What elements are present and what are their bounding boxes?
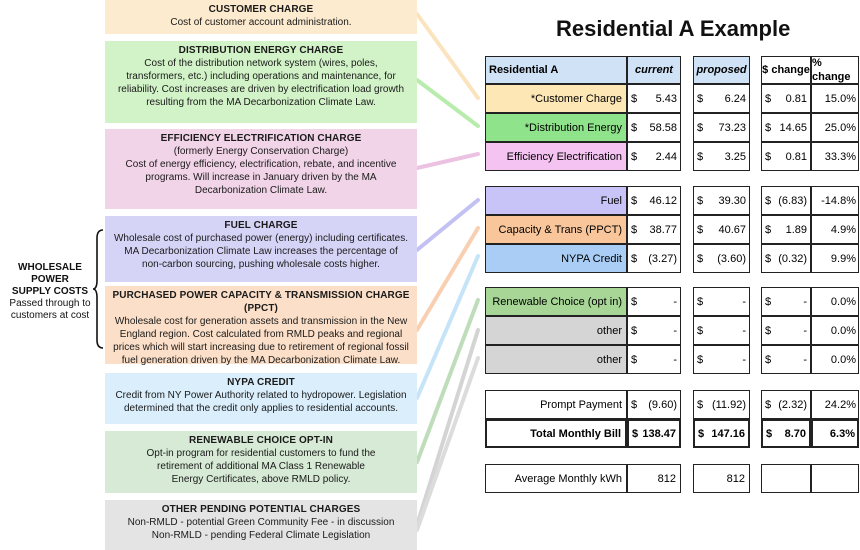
charge-box-title: NYPA CREDIT (227, 377, 295, 388)
row-pchange-cell (811, 186, 859, 215)
row-pchange-cell (811, 287, 859, 316)
row-label: other (596, 324, 622, 337)
kwh-proposed-value: 812 (726, 472, 745, 485)
row-pchange-value: 24.2% (824, 398, 856, 411)
currency-symbol: $ (697, 252, 704, 265)
wholesale-title-line-1: WHOLESALE POWER (18, 262, 82, 285)
currency-symbol: $ (765, 324, 772, 337)
row-proposed-cell (693, 113, 750, 142)
currency-symbol: $ (765, 398, 772, 411)
currency-symbol: $ (765, 150, 772, 163)
row-pchange-cell (811, 142, 859, 171)
row-dchange-value: 8.70 (784, 427, 806, 440)
table-title: Residential A Example (556, 16, 791, 41)
charge-box-line: Non-RMLD - pending Federal Climate Legislation (151, 530, 371, 541)
row-dchange-value: (2.32) (778, 398, 807, 411)
row-dchange-value: (0.32) (778, 252, 807, 265)
charge-box-line: Wholesale cost for generation assets and transmission in the New (114, 316, 408, 327)
row-current-cell (627, 419, 681, 448)
charge-box-customer (105, 0, 417, 34)
wholesale-sub-line-2: customers at cost (10, 310, 90, 321)
kwh-current-value: 812 (657, 472, 676, 485)
row-dchange-cell (761, 113, 811, 142)
row-label: NYPA Credit (561, 252, 622, 265)
currency-symbol: $ (631, 398, 638, 411)
currency-symbol: $ (631, 353, 638, 366)
row-pchange-value: 4.9% (830, 223, 856, 236)
currency-symbol: $ (697, 223, 704, 236)
row-pchange-value: 25.0% (824, 121, 856, 134)
row-pchange-value: 9.9% (830, 252, 856, 265)
charge-box-line: determined that the credit only applies to residential accounts. (123, 403, 399, 414)
row-proposed-value: 147.16 (711, 427, 745, 440)
row-current-cell (627, 244, 681, 273)
row-label: Total Monthly Bill (530, 427, 621, 440)
row-dchange-value: - (803, 353, 807, 366)
charge-box-title: EFFICIENCY ELECTRIFICATION CHARGE (160, 133, 362, 144)
row-dchange-value: - (803, 295, 807, 308)
currency-symbol: $ (697, 324, 704, 337)
row-proposed-value: 3.25 (724, 150, 746, 163)
row-dchange-value: 1.89 (785, 223, 807, 236)
row-proposed-value: 6.24 (724, 92, 746, 105)
charge-box-line: reliability. Cost increases are driven by electrification load growth (117, 84, 405, 95)
currency-symbol: $ (765, 92, 772, 105)
row-dchange-value: - (803, 324, 807, 337)
row-proposed-value: (11.92) (711, 398, 746, 411)
currency-symbol: $ (697, 295, 704, 308)
row-dchange-cell (761, 215, 811, 244)
header-percent-change: % change (812, 57, 851, 83)
header-dollar-change: $ change (762, 64, 810, 76)
currency-symbol: $ (697, 398, 704, 411)
row-pchange-cell (811, 84, 859, 113)
wholesale-power-label (0, 262, 100, 322)
row-proposed-value: - (742, 324, 746, 337)
row-dchange-cell (761, 345, 811, 374)
currency-symbol: $ (631, 92, 638, 105)
row-label-cell (485, 345, 627, 374)
row-label-cell (485, 316, 627, 345)
charge-box-line: Energy Certificates, above RMLD policy. (171, 474, 351, 485)
row-pchange-cell (811, 244, 859, 273)
charge-box-title: DISTRIBUTION ENERGY CHARGE (178, 45, 344, 56)
connector-line (417, 154, 478, 168)
charge-box-line: resulting from the MA Decarbonization Climate Law. (146, 97, 376, 108)
currency-symbol: $ (765, 252, 772, 265)
row-dchange-value: 0.81 (785, 92, 807, 105)
row-current-cell (627, 142, 681, 171)
row-pchange-value: 0.0% (830, 353, 856, 366)
header-pchange-cell (811, 56, 859, 84)
charge-box-line: Cost of the distribution network system (wires, poles, (144, 58, 378, 69)
row-current-cell (627, 215, 681, 244)
row-proposed-cell (693, 419, 750, 448)
row-label: Capacity & Trans (PPCT) (498, 223, 622, 236)
row-dchange-cell (761, 419, 811, 448)
row-proposed-value: 40.67 (718, 223, 746, 236)
charge-box-fuel (105, 216, 417, 282)
row-label: Fuel (600, 194, 622, 207)
wholesale-sub-line-1: Passed through to (9, 298, 91, 309)
row-pchange-value: 0.0% (830, 295, 856, 308)
header-label-cell (485, 56, 627, 84)
row-current-value: - (673, 353, 677, 366)
charge-box-title: OTHER PENDING POTENTIAL CHARGES (161, 504, 361, 515)
row-label: *Distribution Energy (524, 121, 622, 134)
row-label-cell (485, 244, 627, 273)
row-label-cell (485, 419, 627, 448)
row-current-value: 5.43 (655, 92, 677, 105)
row-current-value: (3.27) (648, 252, 677, 265)
charge-box-ren (105, 431, 417, 493)
row-pchange-value: -14.8% (821, 194, 856, 207)
charge-box-line: retirement of additional MA Class 1 Renewable (157, 461, 365, 472)
currency-symbol: $ (631, 324, 638, 337)
currency-symbol: $ (698, 427, 705, 440)
row-current-value: 2.44 (655, 150, 677, 163)
currency-symbol: $ (697, 194, 704, 207)
charge-box-other (105, 500, 417, 550)
row-current-cell (627, 287, 681, 316)
currency-symbol: $ (632, 427, 639, 440)
row-current-value: 38.77 (649, 223, 677, 236)
row-label: Renewable Choice (opt in) (492, 295, 622, 308)
row-dchange-cell (761, 244, 811, 273)
row-current-value: 138.47 (642, 427, 676, 440)
charge-box-line: Cost of customer account administration. (170, 17, 352, 28)
kwh-current-cell (627, 464, 681, 493)
charge-box-title: RENEWABLE CHOICE OPT-IN (189, 435, 333, 446)
charge-box-title: CUSTOMER CHARGE (208, 4, 314, 15)
row-dchange-value: 0.81 (785, 150, 807, 163)
currency-symbol: $ (631, 252, 638, 265)
row-proposed-value: 73.23 (718, 121, 746, 134)
row-proposed-cell (693, 390, 750, 419)
charge-box-line: Decarbonization Climate Law. (194, 185, 328, 196)
charge-box-line: Opt-in program for residential customers to fund the (146, 448, 376, 459)
row-proposed-cell (693, 142, 750, 171)
row-pchange-cell (811, 316, 859, 345)
row-label: Prompt Payment (540, 398, 622, 411)
row-current-value: 58.58 (649, 121, 677, 134)
row-label-cell (485, 84, 627, 113)
row-pchange-value: 15.0% (824, 92, 856, 105)
header-current-cell (627, 56, 681, 84)
row-dchange-cell (761, 186, 811, 215)
row-proposed-value: 39.30 (718, 194, 746, 207)
row-current-cell (627, 113, 681, 142)
charge-box-line: MA Decarbonization Climate Law increases the percentage of (124, 246, 398, 257)
charge-box-line: non-carbon sourcing, pushing wholesale costs higher. (142, 259, 380, 270)
charge-box-eff (105, 129, 417, 209)
row-dchange-value: 14.65 (779, 121, 807, 134)
row-proposed-cell (693, 215, 750, 244)
currency-symbol: $ (631, 194, 638, 207)
row-dchange-cell (761, 142, 811, 171)
charge-box-dist (105, 41, 417, 123)
header-proposed-cell (693, 56, 750, 84)
row-pchange-value: 0.0% (830, 324, 856, 337)
charge-box-title: PURCHASED POWER CAPACITY & TRANSMISSION CHARGE (PPCT) (112, 290, 410, 314)
currency-symbol: $ (697, 92, 704, 105)
charge-box-line: Non-RMLD - potential Green Community Fee - in discussion (127, 517, 395, 528)
row-proposed-cell (693, 287, 750, 316)
row-proposed-value: (3.60) (717, 252, 746, 265)
row-label: Efficiency Electrification (506, 150, 622, 163)
curly-brace-icon (93, 228, 105, 350)
row-current-value: (9.60) (648, 398, 677, 411)
kwh-dchange-cell (761, 464, 811, 493)
kwh-proposed-cell (693, 464, 750, 493)
currency-symbol: $ (765, 121, 772, 134)
currency-symbol: $ (631, 295, 638, 308)
currency-symbol: $ (765, 194, 772, 207)
currency-symbol: $ (765, 295, 772, 308)
currency-symbol: $ (765, 223, 772, 236)
row-proposed-cell (693, 316, 750, 345)
row-proposed-value: - (742, 353, 746, 366)
kwh-label: Average Monthly kWh (514, 472, 622, 485)
row-label-cell (485, 215, 627, 244)
row-proposed-cell (693, 345, 750, 374)
row-proposed-value: - (742, 295, 746, 308)
row-dchange-cell (761, 316, 811, 345)
charge-box-line: fuel generation driven by the MA Decarbonization Climate Law. (121, 355, 401, 366)
row-current-cell (627, 186, 681, 215)
charge-box-line: transformers, etc.) including operations and maintenance, for (126, 71, 396, 82)
currency-symbol: $ (765, 353, 772, 366)
connector-line (417, 330, 478, 525)
kwh-label-cell (485, 464, 627, 493)
row-dchange-cell (761, 287, 811, 316)
row-label-cell (485, 113, 627, 142)
row-proposed-cell (693, 186, 750, 215)
charge-box-line: Cost of energy efficiency, electrification, rebate, and incentive (125, 159, 397, 170)
row-label: *Customer Charge (530, 92, 622, 105)
row-dchange-value: (6.83) (778, 194, 807, 207)
row-label-cell (485, 390, 627, 419)
row-dchange-cell (761, 84, 811, 113)
row-label-cell (485, 186, 627, 215)
row-pchange-cell (811, 390, 859, 419)
charge-box-line: England region. Cost calculated from RMLD peaks and regional (119, 329, 403, 340)
row-current-cell (627, 390, 681, 419)
row-proposed-cell (693, 84, 750, 113)
row-current-cell (627, 345, 681, 374)
row-current-value: - (673, 324, 677, 337)
row-label: other (596, 353, 622, 366)
row-pchange-value: 6.3% (829, 427, 855, 440)
header-dchange-cell (761, 56, 811, 84)
row-label-cell (485, 142, 627, 171)
wholesale-title-line-2: SUPPLY COSTS (11, 286, 89, 297)
header-current: current (635, 64, 673, 76)
row-pchange-cell (811, 345, 859, 374)
charge-box-title: FUEL CHARGE (224, 220, 298, 231)
row-proposed-cell (693, 244, 750, 273)
charge-box-line: prices which will start increasing due to retirement of regional fossil (113, 342, 409, 353)
charge-box-line: Wholesale cost of purchased power (energy) including certificates. (113, 233, 409, 244)
row-current-value: 46.12 (649, 194, 677, 207)
row-pchange-cell (811, 215, 859, 244)
currency-symbol: $ (631, 150, 638, 163)
currency-symbol: $ (697, 353, 704, 366)
currency-symbol: $ (697, 150, 704, 163)
currency-symbol: $ (631, 121, 638, 134)
row-pchange-value: 33.3% (824, 150, 856, 163)
charge-box-ppct (105, 286, 417, 364)
currency-symbol: $ (631, 223, 638, 236)
row-current-cell (627, 316, 681, 345)
row-current-value: - (673, 295, 677, 308)
row-pchange-cell (811, 113, 859, 142)
charge-box-nypa (105, 373, 417, 424)
currency-symbol: $ (766, 427, 773, 440)
charge-box-line: (formerly Energy Conservation Charge) (173, 146, 349, 157)
charge-box-line: Credit from NY Power Authority related to hydropower. Legislation (115, 390, 407, 401)
charge-box-line: programs. Will increase in January driven by the MA (145, 172, 377, 183)
kwh-pchange-cell (811, 464, 859, 493)
currency-symbol: $ (697, 121, 704, 134)
header-label: Residential A (489, 64, 559, 76)
row-pchange-cell (811, 419, 859, 448)
row-label-cell (485, 287, 627, 316)
row-dchange-cell (761, 390, 811, 419)
header-proposed: proposed (696, 64, 747, 76)
row-current-cell (627, 84, 681, 113)
